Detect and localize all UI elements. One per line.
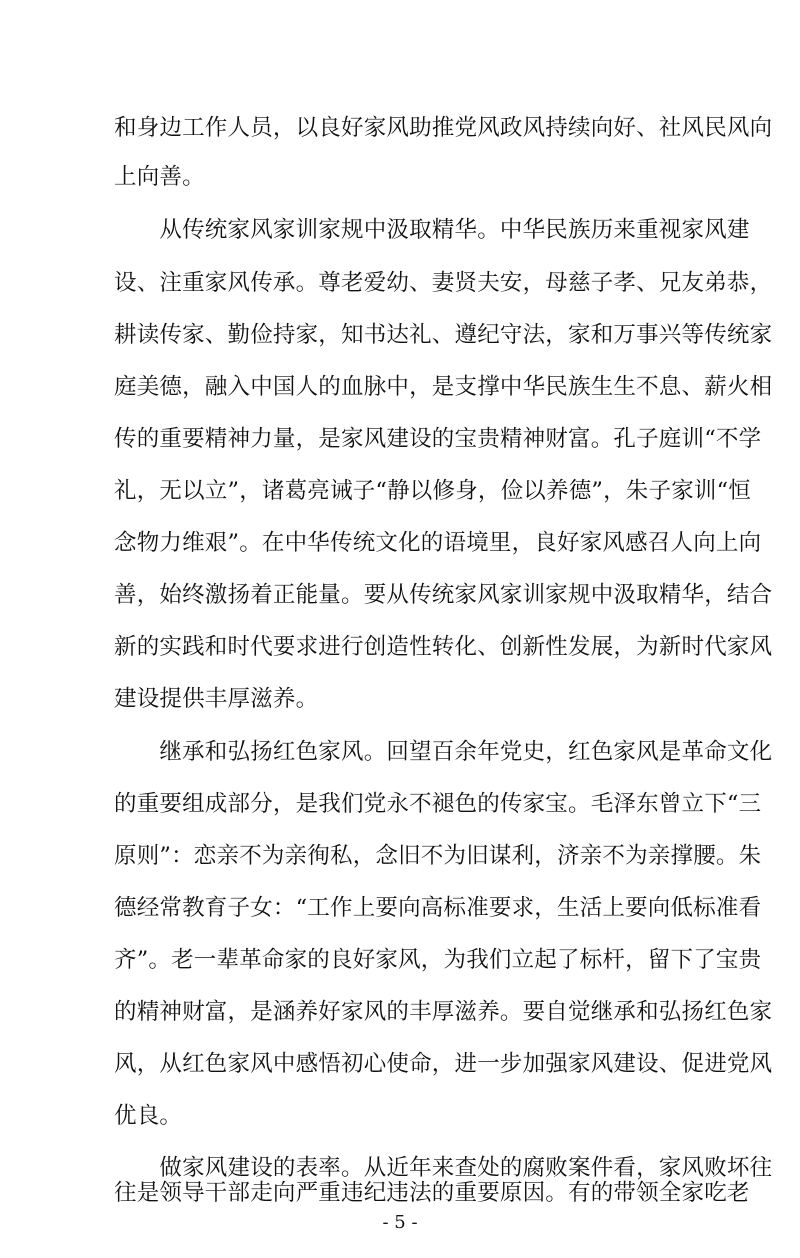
text-line: 建设提供丰厚滋养。 [114,686,319,712]
text-line: 的精神财富，是涵养好家风的丰厚滋养。要自觉继承和弘扬红色家 [114,999,773,1025]
text-line: 上向善。 [114,164,205,190]
text-line: 念物力维艰”。在中华传统文化的语境里，良好家风感召人向上向 [114,530,762,556]
text-line: 继承和弘扬红色家风。回望百余年党史，红色家风是革命文化 [114,739,773,765]
text-line: 往是领导干部走向严重违纪违法的重要原因。有的带领全家吃老 [114,1180,750,1206]
text-line: 德经常教育子女：“工作上要向高标准要求，生活上要向低标准看 [114,895,762,921]
text-line: 和身边工作人员，以良好家风助推党风政风持续向好、社风民风向 [114,115,773,141]
text-line: 原则”：恋亲不为亲徇私，念旧不为旧谋利，济亲不为亲撑腰。朱 [114,843,762,869]
text-line: 耕读传家、勤俭持家，知书达礼、遵纪守法，家和万事兴等传统家 [114,322,773,348]
page-number: - 5 - [382,1212,418,1233]
text-line: 设、注重家风传承。尊老爱幼、妻贤夫安，母慈子孝、兄友弟恭， [114,270,773,296]
text-line: 做家风建设的表率。从近年来查处的腐败案件看，家风败坏往 [114,1155,773,1181]
text-line: 新的实践和时代要求进行创造性转化、创新性发展，为新时代家风 [114,634,773,660]
text-line: 的重要组成部分，是我们党永不褪色的传家宝。毛泽东曾立下“三 [114,791,762,817]
text-line: 善，始终激扬着正能量。要从传统家风家训家规中汲取精华，结合 [114,582,773,608]
text-line: 风，从红色家风中感悟初心使命，进一步加强家风建设、促进党风 [114,1051,773,1077]
text-line: 齐”。老一辈革命家的良好家风，为我们立起了标杆，留下了宝贵 [114,947,762,973]
text-line: 庭美德，融入中国人的血脉中，是支撑中华民族生生不息、薪火相 [114,374,773,400]
text-line: 礼，无以立”，诸葛亮诫子“静以修身，俭以养德”，朱子家训“恒 [114,478,752,504]
text-line: 优良。 [114,1103,183,1129]
text-line: 传的重要精神力量，是家风建设的宝贵精神财富。孔子庭训“不学 [114,426,762,452]
text-line: 从传统家风家训家规中汲取精华。中华民族历来重视家风建 [114,217,750,243]
